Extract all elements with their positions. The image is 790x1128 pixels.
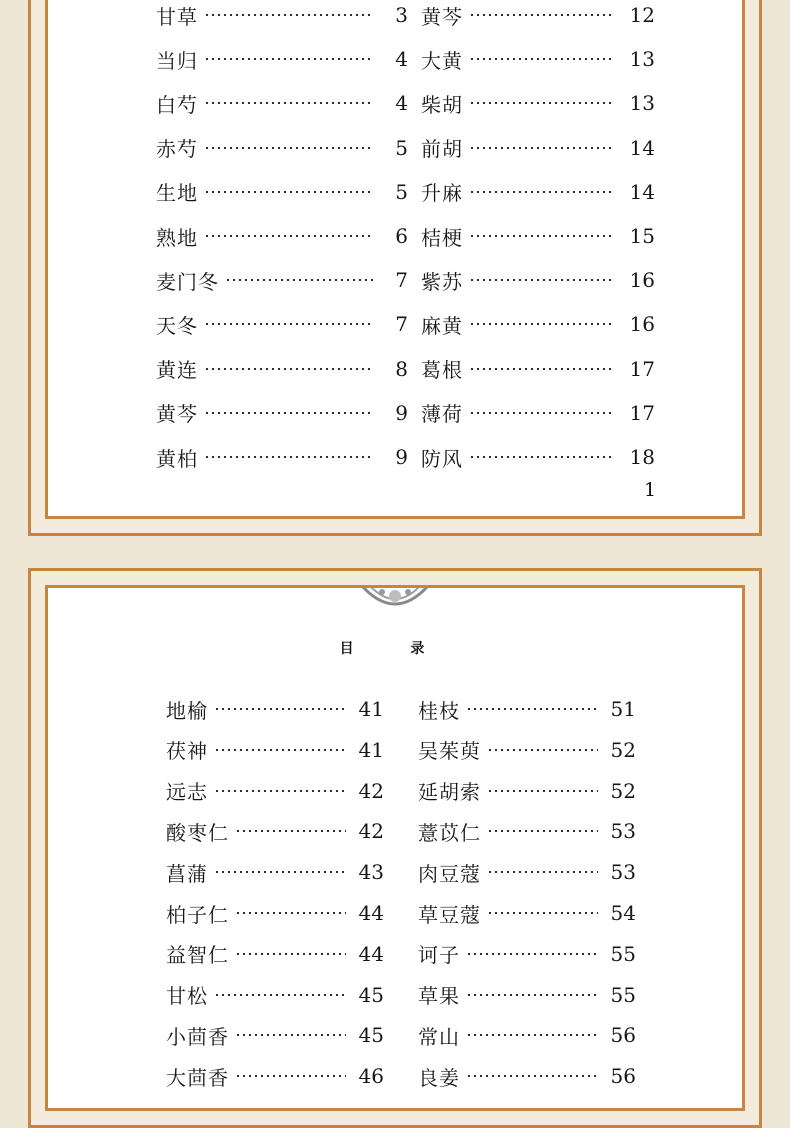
toc-entry bbox=[166, 694, 384, 724]
entry-name: 柴胡 bbox=[421, 92, 463, 117]
toc-entry bbox=[166, 980, 384, 1010]
entry-page-number: 56 bbox=[610, 1064, 636, 1089]
leader-dots bbox=[487, 749, 598, 751]
leader-dots bbox=[469, 58, 615, 60]
leader-dots bbox=[469, 102, 615, 104]
toc-entry bbox=[418, 898, 636, 928]
leader-dots bbox=[487, 830, 598, 832]
bottom-page-frame bbox=[28, 568, 762, 1128]
entry-page-number: 55 bbox=[610, 941, 636, 966]
entry-page-number: 13 bbox=[629, 47, 655, 72]
entry-page-number: 7 bbox=[395, 268, 408, 293]
entry-name: 升麻 bbox=[421, 181, 463, 206]
entry-page-number: 55 bbox=[610, 982, 636, 1007]
leader-dots bbox=[204, 191, 374, 193]
leader-dots bbox=[225, 279, 374, 281]
entry-name: 地榆 bbox=[166, 698, 208, 723]
entry-page-number: 54 bbox=[610, 901, 636, 925]
entry-page-number: 52 bbox=[610, 778, 636, 803]
toc-title: 目 录 bbox=[339, 641, 451, 657]
leader-dots bbox=[469, 456, 615, 458]
leader-dots bbox=[204, 456, 374, 458]
leader-dots bbox=[204, 58, 374, 60]
entry-page-number: 14 bbox=[629, 135, 655, 160]
leader-dots bbox=[204, 102, 374, 104]
leader-dots bbox=[214, 708, 346, 710]
entry-page-number: 52 bbox=[610, 737, 636, 762]
entry-page-number: 56 bbox=[610, 1023, 636, 1048]
leader-dots bbox=[214, 749, 346, 751]
toc-entry bbox=[421, 133, 655, 163]
entry-name: 生地 bbox=[156, 181, 198, 206]
leader-dots bbox=[466, 953, 598, 955]
entry-name: 黄连 bbox=[156, 358, 198, 383]
entry-name: 薏苡仁 bbox=[418, 820, 481, 845]
leader-dots bbox=[204, 147, 374, 149]
toc-entry bbox=[166, 1061, 384, 1091]
entry-page-number: 7 bbox=[395, 312, 408, 337]
toc-entry bbox=[418, 857, 636, 887]
entry-name: 大茴香 bbox=[166, 1065, 229, 1090]
toc-entry bbox=[418, 816, 636, 846]
toc-entry bbox=[421, 265, 655, 295]
entry-page-number: 3 bbox=[395, 3, 408, 27]
entry-name: 赤芍 bbox=[156, 137, 198, 162]
entry-name: 紫苏 bbox=[421, 269, 463, 294]
toc-entry bbox=[418, 735, 636, 765]
entry-page-number: 44 bbox=[358, 901, 384, 925]
entry-name: 天冬 bbox=[156, 313, 198, 338]
leader-dots bbox=[466, 994, 598, 996]
entry-page-number: 5 bbox=[395, 179, 408, 204]
entry-name: 常山 bbox=[418, 1024, 460, 1049]
entry-page-number: 17 bbox=[629, 400, 655, 425]
entry-page-number: 16 bbox=[629, 312, 655, 337]
toc-entry bbox=[166, 776, 384, 806]
top-left-column bbox=[156, 0, 408, 471]
entry-page-number: 42 bbox=[358, 778, 384, 803]
toc-entry bbox=[156, 88, 408, 118]
entry-page-number: 53 bbox=[610, 819, 636, 844]
entry-name: 桂枝 bbox=[418, 698, 460, 723]
top-right-column bbox=[421, 0, 655, 471]
toc-entry bbox=[156, 0, 408, 30]
leader-dots bbox=[469, 323, 615, 325]
leader-dots bbox=[204, 235, 374, 237]
leader-dots bbox=[487, 790, 598, 792]
entry-page-number: 17 bbox=[629, 356, 655, 381]
entry-name: 麦门冬 bbox=[156, 269, 219, 294]
entry-page-number: 46 bbox=[358, 1064, 384, 1089]
entry-name: 黄芩 bbox=[156, 402, 198, 427]
toc-entry bbox=[156, 442, 408, 472]
entry-name: 葛根 bbox=[421, 358, 463, 383]
entry-page-number: 9 bbox=[395, 400, 408, 425]
toc-entry bbox=[421, 442, 655, 472]
toc-entry bbox=[421, 88, 655, 118]
top-page-frame bbox=[28, 0, 762, 536]
toc-entry bbox=[418, 939, 636, 969]
entry-page-number: 4 bbox=[395, 47, 408, 72]
entry-name: 诃子 bbox=[418, 943, 460, 968]
leader-dots bbox=[235, 1075, 346, 1077]
entry-page-number: 6 bbox=[395, 224, 408, 248]
toc-entry bbox=[156, 177, 408, 207]
leader-dots bbox=[487, 912, 598, 914]
entry-name: 大黄 bbox=[421, 48, 463, 73]
toc-entry bbox=[166, 1020, 384, 1050]
entry-name: 桔梗 bbox=[421, 225, 463, 250]
entry-page-number: 13 bbox=[629, 91, 655, 116]
toc-entry bbox=[156, 265, 408, 295]
toc-entry bbox=[421, 354, 655, 384]
entry-name: 防风 bbox=[421, 446, 463, 471]
entry-name: 茯神 bbox=[166, 739, 208, 764]
bottom-page bbox=[45, 585, 745, 1111]
leader-dots bbox=[466, 708, 598, 710]
entry-name: 熟地 bbox=[156, 225, 198, 250]
leader-dots bbox=[466, 1075, 598, 1077]
entry-name: 小茴香 bbox=[166, 1024, 229, 1049]
entry-name: 当归 bbox=[156, 48, 198, 73]
leader-dots bbox=[469, 14, 615, 16]
toc-entry bbox=[156, 221, 408, 251]
entry-name: 草果 bbox=[418, 984, 460, 1009]
leader-dots bbox=[235, 1034, 346, 1036]
bottom-left-column bbox=[166, 588, 384, 1108]
leader-dots bbox=[487, 871, 598, 873]
toc-entry bbox=[166, 857, 384, 887]
toc-entry bbox=[166, 816, 384, 846]
entry-page-number: 5 bbox=[395, 135, 408, 160]
entry-page-number: 42 bbox=[358, 819, 384, 844]
entry-name: 益智仁 bbox=[166, 943, 229, 968]
leader-dots bbox=[466, 1034, 598, 1036]
entry-page-number: 45 bbox=[358, 982, 384, 1007]
entry-name: 吴茱萸 bbox=[418, 739, 481, 764]
entry-name: 甘草 bbox=[156, 4, 198, 29]
leader-dots bbox=[469, 147, 615, 149]
entry-name: 肉豆蔻 bbox=[418, 861, 481, 886]
toc-entry bbox=[166, 898, 384, 928]
leader-dots bbox=[469, 368, 615, 370]
toc-entry bbox=[156, 398, 408, 428]
entry-page-number: 43 bbox=[358, 860, 384, 885]
toc-entry bbox=[421, 44, 655, 74]
entry-page-number: 8 bbox=[395, 356, 408, 381]
entry-page-number: 45 bbox=[358, 1023, 384, 1048]
leader-dots bbox=[204, 323, 374, 325]
entry-page-number: 14 bbox=[629, 179, 655, 204]
entry-page-number: 53 bbox=[610, 860, 636, 885]
toc-entry bbox=[418, 1020, 636, 1050]
toc-entry bbox=[418, 1061, 636, 1091]
bottom-right-column bbox=[418, 588, 636, 1108]
entry-name: 薄荷 bbox=[421, 402, 463, 427]
entry-name: 白芍 bbox=[156, 92, 198, 117]
leader-dots bbox=[214, 790, 346, 792]
leader-dots bbox=[214, 871, 346, 873]
entry-name: 黄柏 bbox=[156, 446, 198, 471]
toc-entry bbox=[156, 44, 408, 74]
entry-name: 延胡索 bbox=[418, 780, 481, 805]
toc-entry bbox=[418, 980, 636, 1010]
toc-entry bbox=[156, 309, 408, 339]
entry-page-number: 16 bbox=[629, 268, 655, 293]
entry-page-number: 41 bbox=[358, 697, 384, 721]
entry-name: 草豆蔻 bbox=[418, 902, 481, 927]
top-page bbox=[45, 0, 745, 519]
entry-name: 甘松 bbox=[166, 984, 208, 1009]
toc-entry bbox=[418, 694, 636, 724]
leader-dots bbox=[235, 912, 346, 914]
entry-page-number: 9 bbox=[395, 445, 408, 469]
entry-name: 远志 bbox=[166, 780, 208, 805]
entry-page-number: 15 bbox=[629, 224, 655, 248]
entry-name: 麻黄 bbox=[421, 313, 463, 338]
toc-entry bbox=[156, 133, 408, 163]
entry-page-number: 44 bbox=[358, 941, 384, 966]
toc-entry bbox=[421, 0, 655, 30]
leader-dots bbox=[204, 368, 374, 370]
entry-name: 前胡 bbox=[421, 137, 463, 162]
toc-entry bbox=[156, 354, 408, 384]
toc-entry bbox=[421, 398, 655, 428]
leader-dots bbox=[235, 953, 346, 955]
leader-dots bbox=[204, 412, 374, 414]
entry-page-number: 12 bbox=[629, 3, 655, 27]
leader-dots bbox=[469, 412, 615, 414]
entry-page-number: 51 bbox=[610, 697, 636, 721]
entry-name: 黄芩 bbox=[421, 4, 463, 29]
toc-entry bbox=[421, 177, 655, 207]
toc-entry bbox=[421, 309, 655, 339]
toc-entry bbox=[418, 776, 636, 806]
toc-entry bbox=[166, 735, 384, 765]
leader-dots bbox=[214, 994, 346, 996]
toc-entry bbox=[421, 221, 655, 251]
leader-dots bbox=[469, 235, 615, 237]
entry-name: 菖蒲 bbox=[166, 861, 208, 886]
leader-dots bbox=[235, 830, 346, 832]
entry-name: 酸枣仁 bbox=[166, 820, 229, 845]
toc-entry bbox=[166, 939, 384, 969]
entry-page-number: 41 bbox=[358, 737, 384, 762]
entry-page-number: 4 bbox=[395, 91, 408, 116]
entry-page-number: 18 bbox=[629, 445, 655, 469]
entry-name: 柏子仁 bbox=[166, 902, 229, 927]
page-number: 1 bbox=[644, 479, 657, 501]
entry-name: 良姜 bbox=[418, 1065, 460, 1090]
leader-dots bbox=[469, 279, 615, 281]
leader-dots bbox=[469, 191, 615, 193]
leader-dots bbox=[204, 14, 374, 16]
